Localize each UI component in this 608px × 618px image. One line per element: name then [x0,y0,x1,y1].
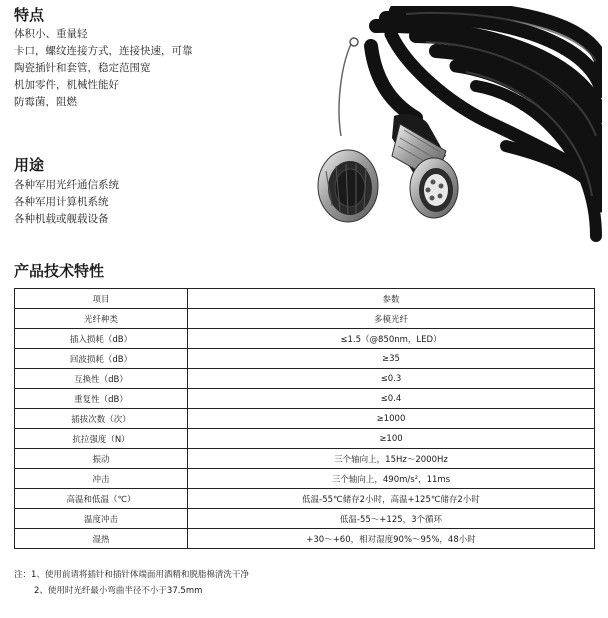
spec-item: 抗拉强度（N） [15,429,188,449]
use-item: 各种军用计算机系统 [14,196,109,208]
feature-item: 陶瓷插针和套管，稳定范围宽 [14,62,151,74]
spec-item: 光纤种类 [15,309,188,329]
header-item: 项目 [15,289,188,309]
spec-item: 湿热 [15,529,188,549]
spec-value: ≤0.3 [188,369,595,389]
table-row [15,449,595,469]
spec-value: 低温-55～+125，3个循环 [188,509,595,529]
uses-list [14,177,119,228]
spec-value: ≥100 [188,429,595,449]
features-list [14,26,193,111]
use-item: 各种机载或舰载设备 [14,213,109,225]
feature-item: 体积小、重量轻 [14,28,88,40]
feature-item: 防霉菌，阻燃 [14,96,77,108]
table-row [15,489,595,509]
spec-item: 振动 [15,449,188,469]
notes [14,567,249,599]
spec-value: ≤0.4 [188,389,595,409]
dust-cap [318,150,378,222]
spec-value: ≥1000 [188,409,595,429]
feature-item: 卡口，螺纹连接方式，连接快速，可靠 [14,45,193,57]
spec-item: 插拔次数（次） [15,409,188,429]
spec-value: +30～+60，相对湿度90%～95%，48小时 [188,529,595,549]
spec-table [14,288,595,549]
features-title: 特点 [14,6,45,24]
note-line-1: 注：1、使用前请将插针和插针体端面用酒精和脱脂棉清洗干净 [14,570,249,580]
spec-value: 多模光纤 [188,309,595,329]
table-row [15,309,595,329]
table-row [15,509,595,529]
table-row [15,429,595,449]
table-row [15,409,595,429]
table-row [15,469,595,489]
header-value: 参数 [188,289,595,309]
connector-cable-photo [296,6,602,248]
table-row [15,349,595,369]
spec-value: ≤1.5（@850nm，LED） [188,329,595,349]
specs-title: 产品技术特性 [14,262,105,280]
spec-item: 高温和低温（℃） [15,489,188,509]
spec-item: 温度冲击 [15,509,188,529]
spec-value: 三个轴向上，15Hz～2000Hz [188,449,595,469]
spec-item: 冲击 [15,469,188,489]
thin-lanyard-wire [339,44,351,136]
lanyard-ring [350,38,358,46]
receptacle-connector [392,114,458,218]
table-row [15,389,595,409]
note-line-2: 2、使用时光纤最小弯曲半径不小于37.5mm [34,586,203,596]
spec-item: 插入损耗（dB） [15,329,188,349]
table-row [15,329,595,349]
use-item: 各种军用光纤通信系统 [14,179,119,191]
table-row [15,369,595,389]
spec-item: 互换性（dB） [15,369,188,389]
table-row [15,529,595,549]
spec-value: 三个轴向上，490m/s²，11ms [188,469,595,489]
spec-table-header-row [15,289,595,309]
spec-item: 重复性（dB） [15,389,188,409]
spec-value: ≥35 [188,349,595,369]
uses-title: 用途 [14,156,45,174]
spec-item: 回波损耗（dB） [15,349,188,369]
feature-item: 机加零件，机械性能好 [14,79,119,91]
spec-value: 低温-55℃储存2小时，高温+125℃储存2小时 [188,489,595,509]
